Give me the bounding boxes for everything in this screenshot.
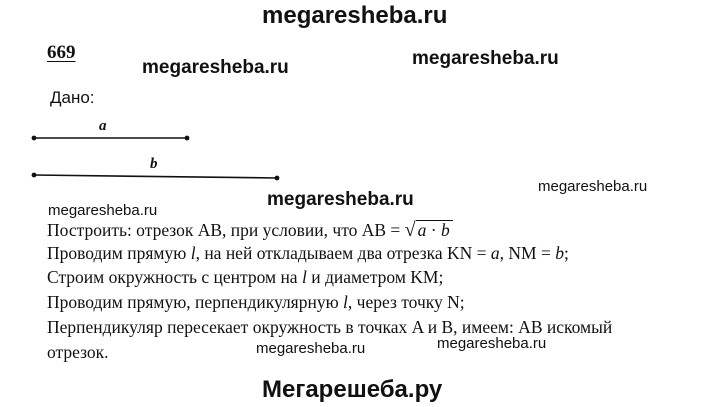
watermark-bottom-left: megaresheba.ru xyxy=(256,340,366,357)
watermark-left-small: megaresheba.ru xyxy=(48,202,158,219)
solution-line-6: отрезок. xyxy=(47,342,109,362)
given-label: Дано: xyxy=(50,88,95,107)
segment-b xyxy=(32,173,280,181)
solution-line-4: Проводим прямую, перпендикулярную l, через точку N; xyxy=(47,292,465,312)
problem-number: 669 xyxy=(47,42,76,63)
watermark-bottom-right: megaresheba.ru xyxy=(437,335,547,352)
watermark-top: megaresheba.ru xyxy=(262,2,448,29)
solution-line-1: Построить: отрезок AB, при условии, что AB = √ a · b xyxy=(47,219,453,241)
watermark-row1-left: megaresheba.ru xyxy=(142,57,289,78)
segment-b-label: b xyxy=(150,156,158,172)
solution-line-2: Проводим прямую l, на ней откладываем два отрезка KN = a, NM = b; xyxy=(47,243,569,263)
segment-a-label: a xyxy=(99,118,107,134)
watermark-mid-right: megaresheba.ru xyxy=(538,178,648,195)
sqrt-expression: √ a · b xyxy=(405,219,453,241)
solution-line-3: Строим окружность с центром на l и диаметром KM; xyxy=(47,267,444,287)
watermark-footer: Мегарешеба.ру xyxy=(262,376,443,403)
solution-line-5: Перпендикуляр пересекает окружность в точках A и B, имеем: AB искомый xyxy=(47,317,613,337)
watermark-row1-right: megaresheba.ru xyxy=(412,48,559,69)
watermark-mid-center: megaresheba.ru xyxy=(267,189,414,210)
segment-a xyxy=(32,136,190,141)
